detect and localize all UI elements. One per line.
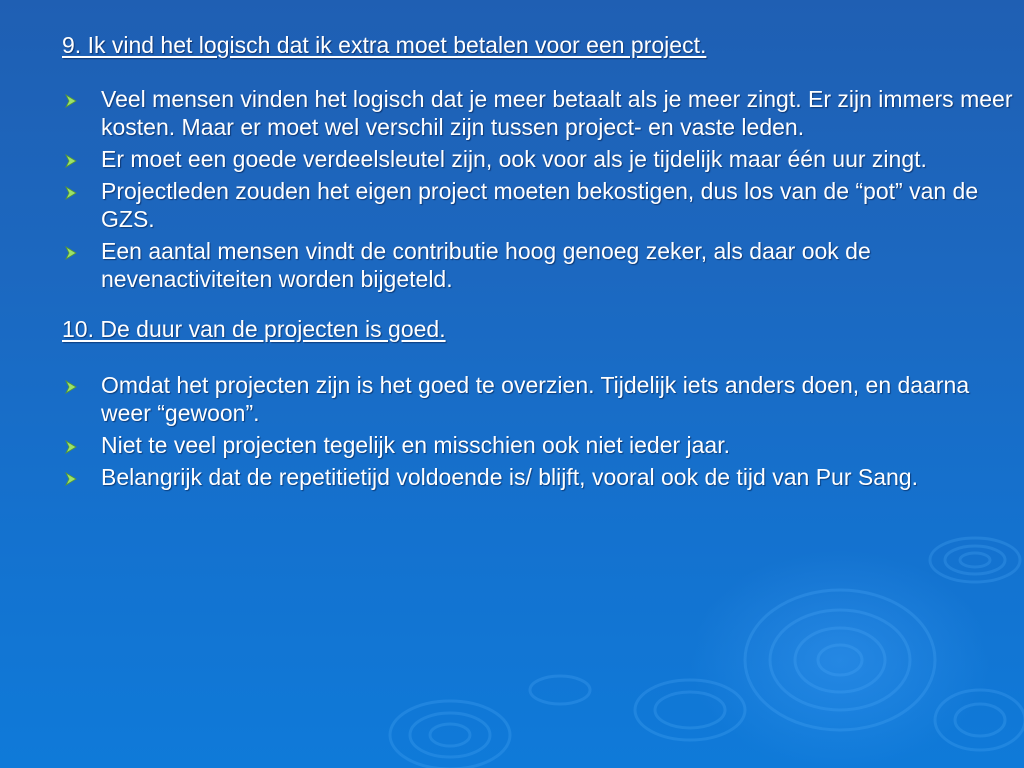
slide-content	[62, 30, 1020, 495]
bullet-text: Veel mensen vinden het logisch dat je meer betaalt als je meer zingt. Er zijn immers meer kosten. Maar er moet wel verschil zijn tussen project- en vaste leden.	[101, 86, 1013, 140]
list-item	[62, 237, 1020, 293]
bullet-text: Projectleden zouden het eigen project moeten bekostigen, dus los van de “pot” van de GZS.	[101, 178, 979, 232]
list-item	[62, 145, 1020, 173]
bullet-text: Omdat het projecten zijn is het goed te overzien. Tijdelijk iets anders doen, en daarna weer “gewoon”.	[101, 372, 970, 426]
bullet-text: Niet te veel projecten tegelijk en misschien ook niet ieder jaar.	[101, 432, 731, 458]
section-9-heading: 9. Ik vind het logisch dat ik extra moet betalen voor een project.	[62, 32, 707, 58]
list-item	[62, 177, 1020, 233]
section-10-heading: 10. De duur van de projecten is goed.	[62, 316, 446, 342]
list-item	[62, 431, 1020, 459]
bullet-text: Belangrijk dat de repetitietijd voldoende is/ blijft, vooral ook de tijd van Pur Sang.	[101, 464, 918, 490]
list-item	[62, 85, 1020, 141]
section-10-bullet-list	[62, 371, 1020, 491]
bullet-text: Er moet een goede verdeelsleutel zijn, ook voor als je tijdelijk maar één uur zingt.	[101, 146, 927, 172]
bullet-text: Een aantal mensen vindt de contributie hoog genoeg zeker, als daar ook de nevenactiviteiten worden bijgeteld.	[101, 238, 871, 292]
list-item	[62, 371, 1020, 427]
list-item	[62, 463, 1020, 491]
section-9-bullet-list	[62, 85, 1020, 293]
